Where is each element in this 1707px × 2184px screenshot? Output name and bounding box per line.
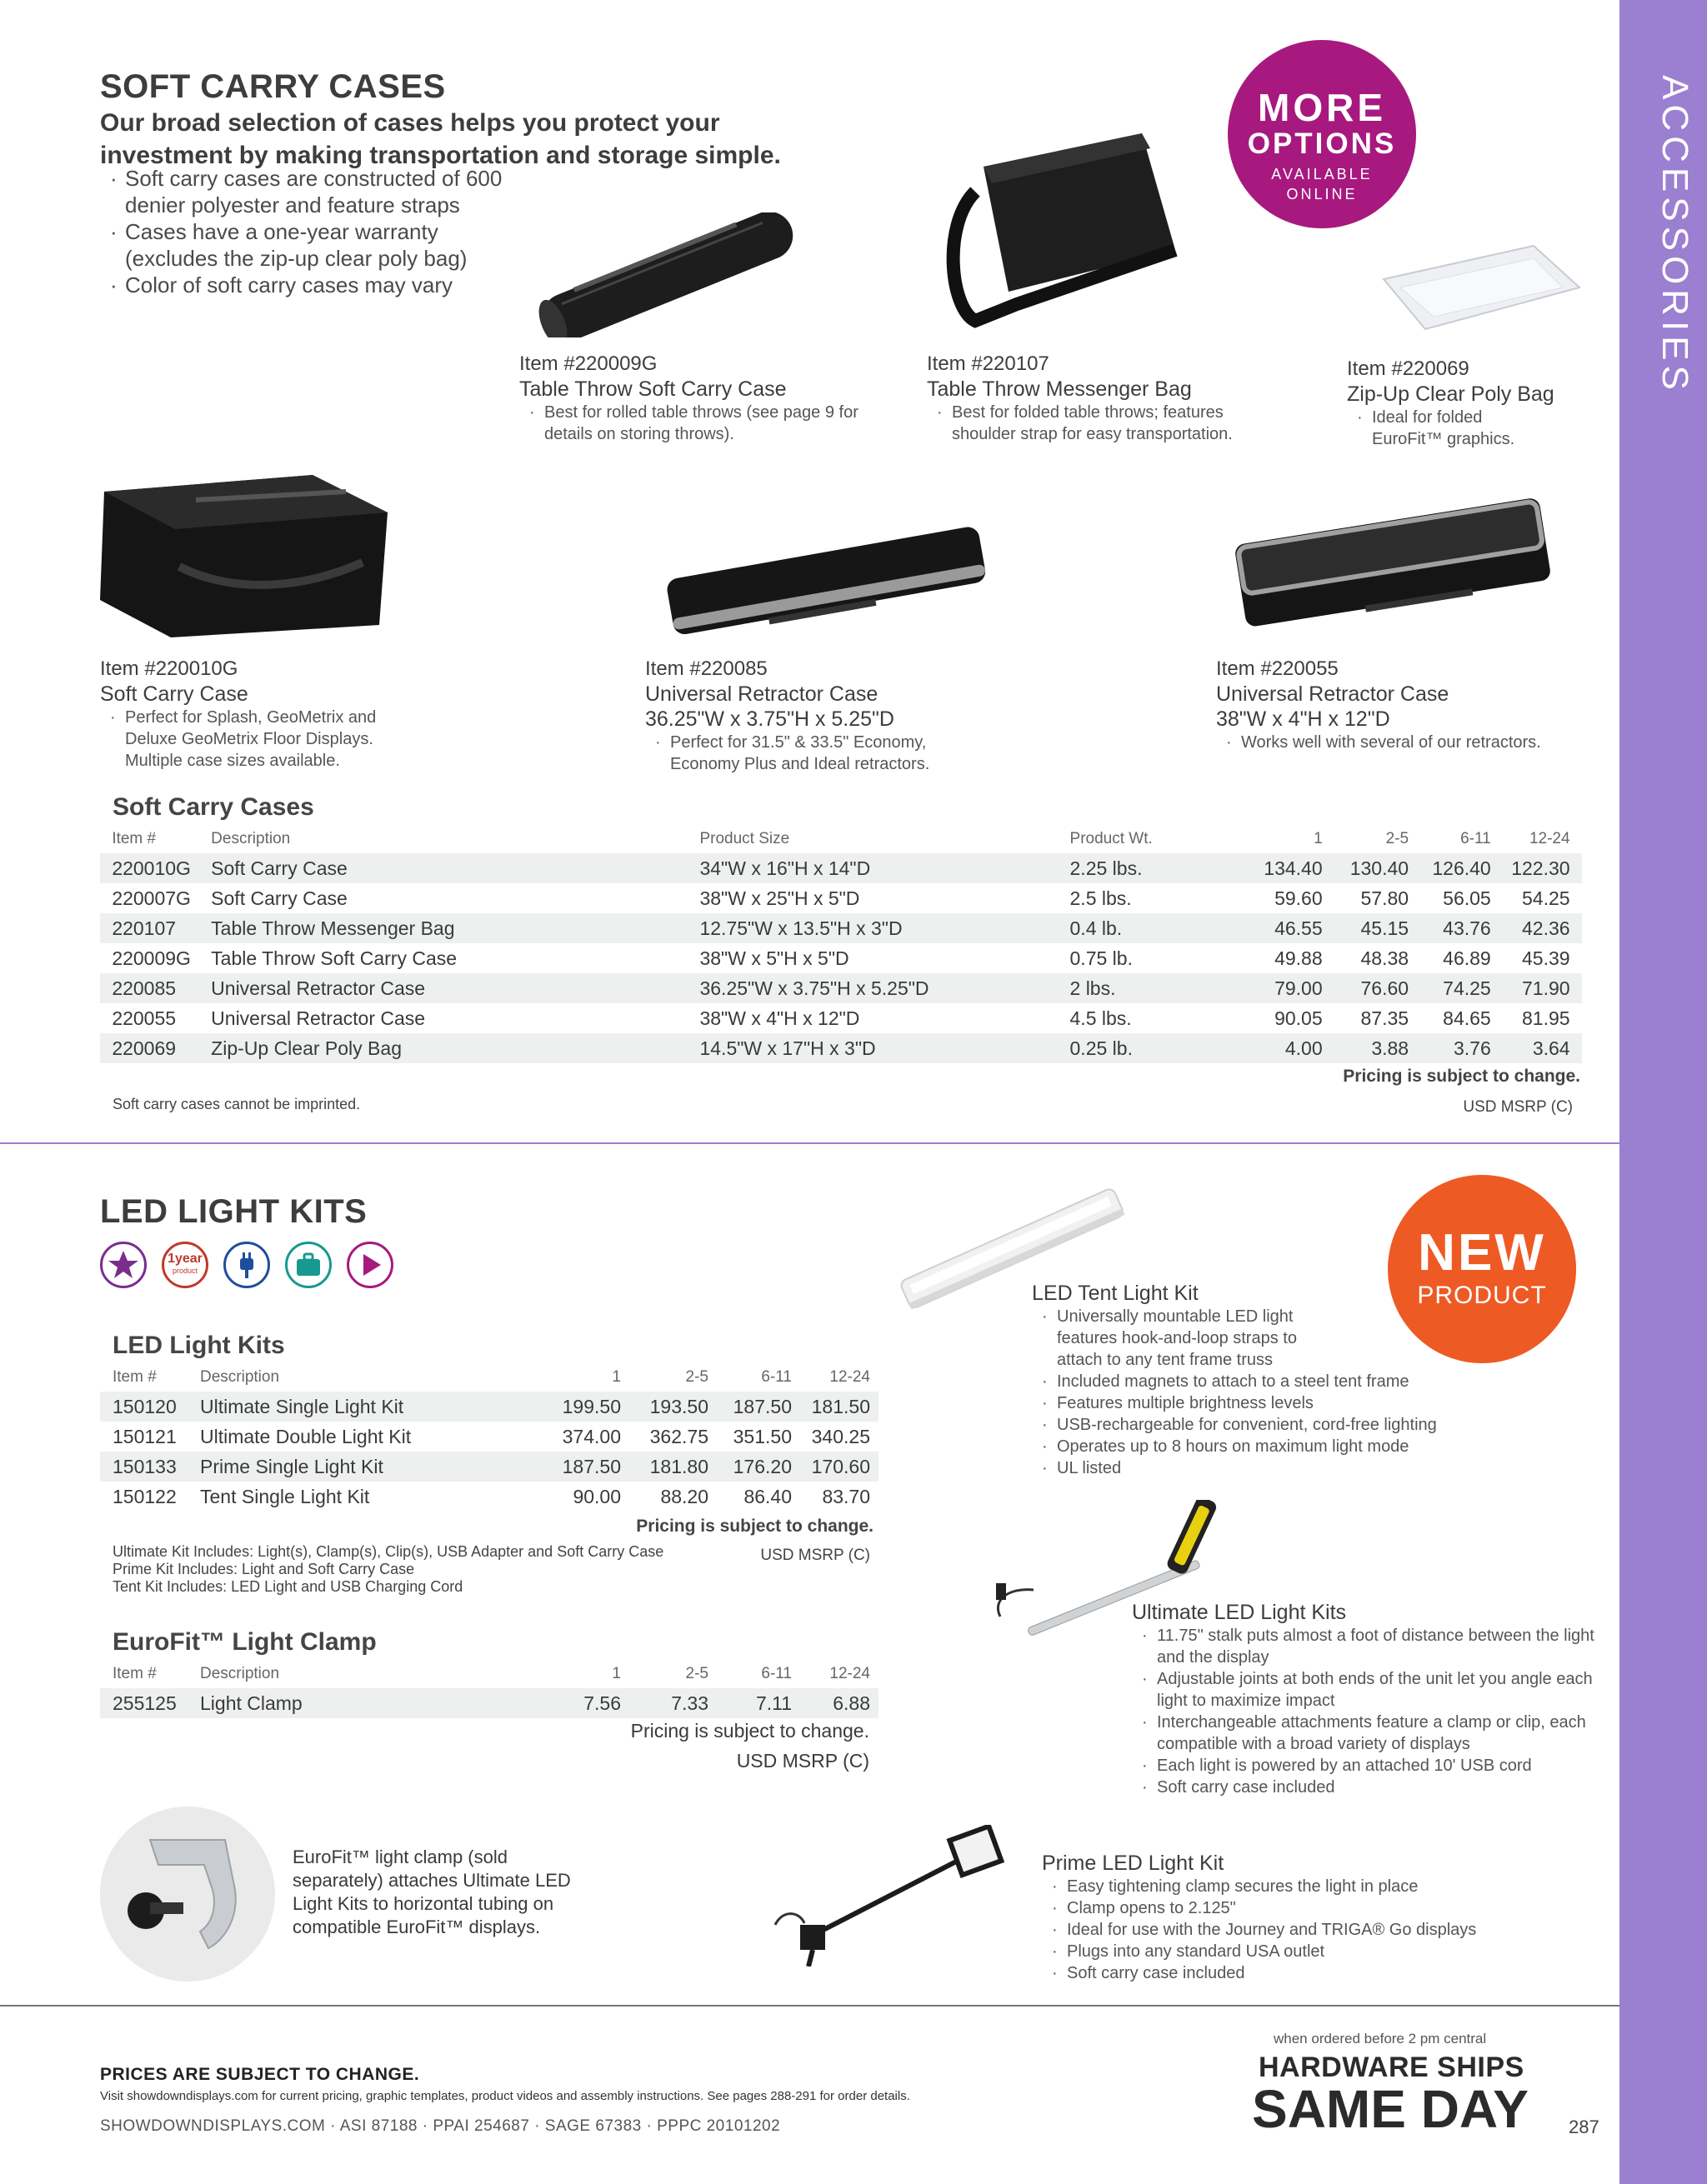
item-number: Item #220009G: [519, 352, 658, 375]
table-cell: 46.89: [1443, 947, 1491, 969]
table-row: [100, 1482, 879, 1512]
table-cell: Tent Single Light Kit: [200, 1485, 370, 1507]
table-row: [100, 1688, 879, 1718]
product-caption-220085: [645, 657, 995, 775]
soft-carry-case-image: [96, 467, 396, 642]
table-row: [100, 853, 1582, 883]
table-cell: Table Throw Soft Carry Case: [211, 947, 458, 969]
table-cell: 38"W x 5"H x 5"D: [699, 947, 849, 969]
table-row: [100, 943, 1582, 973]
same-day: SAME DAY: [1252, 2079, 1529, 2139]
prime-kit-caption: [1042, 1851, 1542, 1984]
row-padding: [100, 853, 112, 883]
table-cell: 220069: [112, 1033, 211, 1063]
row-padding: [100, 883, 112, 913]
table-header-row: [100, 1663, 879, 1688]
table-cell: Zip-Up Clear Poly Bag: [211, 1033, 699, 1063]
plug-icon: [223, 1242, 270, 1288]
table-cell: 122.30: [1491, 853, 1570, 883]
retractor-case-220055-image: [1234, 487, 1550, 637]
table-cell: 86.40: [743, 1485, 792, 1507]
table-cell: 340.25: [811, 1425, 870, 1447]
led-table-title: LED Light Kits: [113, 1332, 285, 1359]
side-tab-label: ACCESSORIES: [1654, 75, 1695, 395]
bullet: · Features multiple brightness levels: [1032, 1392, 1465, 1414]
table-cell: Light Clamp: [200, 1688, 533, 1718]
row-padding: [1570, 883, 1582, 913]
more-options-badge[interactable]: [1228, 40, 1416, 228]
play-icon[interactable]: [347, 1242, 393, 1288]
table-row: [100, 913, 1582, 943]
column-header: 6-11: [761, 1368, 792, 1386]
column-header: 2-5: [685, 1368, 708, 1386]
table-cell: 14.5"W x 17"H x 3"D: [699, 1033, 1069, 1063]
table-cell: 56.05: [1443, 887, 1491, 909]
row-padding: [1570, 1033, 1582, 1063]
table-cell: 83.70: [822, 1485, 870, 1507]
clamp-price-table: [100, 1663, 879, 1718]
table-cell: 42.36: [1491, 913, 1570, 943]
table-cell: 3.76: [1409, 1033, 1491, 1063]
table-cell: 90.00: [573, 1485, 621, 1507]
bullet: · Each light is powered by an attached 10' USB cord: [1132, 1755, 1599, 1777]
table-cell: 126.40: [1409, 853, 1491, 883]
footer-visit-text: Visit showdowndisplays.com for current pricing, graphic templates, product videos and assembly instructions. See pages 288-291 for order details.: [100, 2089, 910, 2103]
row-padding: [100, 973, 112, 1003]
table-cell: 38"W x 4"H x 12"D: [699, 1007, 860, 1029]
product-name: Soft Carry Case: [100, 682, 248, 706]
row-padding: [870, 1392, 879, 1422]
table-cell: 46.55: [1249, 913, 1323, 943]
badge-line4: ONLINE: [1286, 186, 1358, 202]
ship-note: when ordered before 2 pm central: [1274, 2031, 1487, 2047]
column-header: Description: [211, 830, 291, 847]
warranty-icon-subtext: product: [172, 1267, 198, 1275]
table-cell: 7.33: [621, 1688, 708, 1718]
clamp-table-title: EuroFit™ Light Clamp: [113, 1628, 377, 1656]
pricing-note: Pricing is subject to change.: [636, 1517, 874, 1536]
product-name: Table Throw Messenger Bag: [927, 377, 1192, 401]
bullet: · Plugs into any standard USA outlet: [1042, 1941, 1542, 1962]
soft-cases-price-table: [100, 828, 1582, 1063]
bullet: · Best for rolled table throws (see page 9 for details on storing throws).: [519, 402, 886, 445]
bullet: · Perfect for 31.5" & 33.5" Economy, Economy Plus and Ideal retractors.: [645, 732, 962, 775]
row-padding: [100, 1033, 112, 1063]
pricing-note: Pricing is subject to change.: [1343, 1067, 1580, 1086]
table-cell: Table Throw Messenger Bag: [211, 913, 699, 943]
row-padding: [1570, 1003, 1582, 1033]
item-number: Item #220107: [927, 352, 1049, 375]
table-cell: Universal Retractor Case: [211, 1007, 426, 1029]
table-cell: 181.80: [621, 1452, 708, 1482]
row-padding: [100, 1482, 113, 1512]
table-row: [100, 1452, 879, 1482]
bullet: · Operates up to 8 hours on maximum light mode: [1032, 1436, 1465, 1457]
bullet: · Color of soft carry cases may vary: [100, 272, 533, 298]
column-header: 2-5: [685, 1665, 708, 1682]
row-padding: [870, 1482, 879, 1512]
kit-includes-line: Tent Kit Includes: LED Light and USB Charging Cord: [113, 1578, 463, 1595]
column-header: Item #: [113, 1665, 157, 1682]
table-cell: 84.65: [1443, 1007, 1491, 1029]
row-padding: [870, 1422, 879, 1452]
table-cell: 220055: [112, 1007, 177, 1029]
column-header: Product Wt.: [1069, 830, 1153, 847]
table-cell: 48.38: [1360, 947, 1409, 969]
table-cell: 187.50: [708, 1392, 792, 1422]
item-number: Item #220010G: [100, 657, 238, 680]
table-cell: 88.20: [660, 1485, 708, 1507]
messenger-bag-image: [925, 117, 1184, 333]
bullet: · Clamp opens to 2.125": [1042, 1897, 1542, 1919]
item-number: Item #220069: [1347, 357, 1469, 380]
product-size: 36.25"W x 3.75"H x 5.25"D: [645, 707, 894, 731]
table-row: [100, 1033, 1582, 1063]
row-padding: [1570, 913, 1582, 943]
table-cell: 176.20: [708, 1452, 792, 1482]
table-cell: 6.88: [792, 1688, 870, 1718]
bullet: · USB-rechargeable for convenient, cord-free lighting: [1032, 1414, 1465, 1436]
badge-line1: MORE: [1258, 86, 1386, 129]
bullet: · Universally mountable LED light features hook-and-loop straps to attach to any tent frame truss: [1032, 1306, 1340, 1371]
star-icon: [100, 1242, 147, 1288]
section-divider: [0, 1142, 1619, 1144]
bullet: · 11.75" stalk puts almost a foot of distance between the light and the display: [1132, 1625, 1599, 1668]
column-header: 6-11: [1460, 830, 1491, 847]
row-padding: [870, 1688, 879, 1718]
led-price-table: [100, 1367, 879, 1512]
column-header: 1: [612, 1665, 621, 1682]
usd-msrp: USD MSRP (C): [760, 1547, 870, 1564]
row-padding: [100, 1392, 113, 1422]
table-cell: 150122: [113, 1485, 177, 1507]
bullet: · Easy tightening clamp secures the light in place: [1042, 1876, 1542, 1897]
table-cell: 255125: [113, 1688, 200, 1718]
column-header: Description: [200, 1665, 280, 1682]
table-cell: 45.15: [1323, 913, 1409, 943]
table-cell: 2 lbs.: [1070, 973, 1249, 1003]
feature-icons-row: [100, 1242, 393, 1288]
badge-line2: OPTIONS: [1247, 127, 1397, 160]
bullet: · Perfect for Splash, GeoMetrix and Deluxe GeoMetrix Floor Displays. Multiple case sizes available.: [100, 707, 408, 772]
one-year-warranty-icon: [162, 1242, 208, 1288]
table-cell: 193.50: [621, 1392, 708, 1422]
ultimate-kit-caption: [1132, 1600, 1599, 1798]
table-cell: 220107: [112, 913, 211, 943]
footer-heading: PRICES ARE SUBJECT TO CHANGE.: [100, 2065, 420, 2084]
badge-line3: AVAILABLE: [1271, 166, 1373, 182]
imprint-note: Soft carry cases cannot be imprinted.: [113, 1096, 361, 1112]
table-cell: 220010G: [112, 853, 211, 883]
table-row: [100, 973, 1582, 1003]
table-cell: 150120: [113, 1392, 200, 1422]
table-cell: 351.50: [733, 1425, 792, 1447]
table-cell: Ultimate Single Light Kit: [200, 1392, 533, 1422]
clamp-caption: EuroFit™ light clamp (sold separately) attaches Ultimate LED Light Kits to horizontal tubing on compatible EuroFit™ displays.: [293, 1847, 571, 1937]
section-title-led: LED LIGHT KITS: [100, 1193, 368, 1230]
table-cell: Soft Carry Case: [211, 887, 348, 909]
bullet: · Best for folded table throws; features shoulder strap for easy transportation.: [927, 402, 1277, 445]
row-padding: [100, 1452, 113, 1482]
table-cell: 57.80: [1360, 887, 1409, 909]
tent-kit-caption: [1032, 1281, 1465, 1479]
product-name: Universal Retractor Case: [645, 682, 879, 706]
table-cell: Soft Carry Case: [211, 853, 699, 883]
table-cell: 76.60: [1323, 973, 1409, 1003]
column-header: 6-11: [761, 1665, 792, 1682]
row-padding: [1570, 973, 1582, 1003]
table-cell: 71.90: [1491, 973, 1570, 1003]
product-name: Prime LED Light Kit: [1042, 1852, 1224, 1875]
table-cell: 45.39: [1522, 947, 1570, 969]
table-cell: 43.76: [1409, 913, 1491, 943]
usd-msrp: USD MSRP (C): [1463, 1098, 1573, 1116]
light-clamp-image: [100, 1807, 275, 1982]
table-row: [100, 1392, 879, 1422]
row-padding: [870, 1452, 879, 1482]
table-cell: Prime Single Light Kit: [200, 1452, 533, 1482]
row-padding: [100, 943, 112, 973]
table-header-row: [100, 828, 1582, 853]
bullet: · Ideal for folded EuroFit™ graphics.: [1347, 407, 1530, 450]
bullet: · Soft carry cases are constructed of 600 denier polyester and feature straps: [100, 165, 533, 218]
product-name: Zip-Up Clear Poly Bag: [1347, 382, 1554, 406]
bullet: · Soft carry case included: [1042, 1962, 1542, 1984]
table-cell: 374.00: [562, 1425, 621, 1447]
soft-cases-bullets: [100, 165, 533, 298]
case-icon: [285, 1242, 332, 1288]
bullet: · Soft carry case included: [1132, 1777, 1599, 1798]
table-cell: 220007G: [112, 887, 191, 909]
column-header: 12-24: [829, 1368, 870, 1386]
row-padding: [1570, 853, 1582, 883]
table-cell: 12.75"W x 13.5"H x 3"D: [699, 913, 1069, 943]
table-cell: 7.56: [533, 1688, 621, 1718]
table-row: [100, 1003, 1582, 1033]
table-cell: 150121: [113, 1425, 177, 1447]
table-cell: 79.00: [1249, 973, 1323, 1003]
table-cell: 36.25"W x 3.75"H x 5.25"D: [699, 973, 1069, 1003]
row-padding: [100, 1688, 113, 1718]
table-cell: 199.50: [533, 1392, 621, 1422]
column-header: 2-5: [1385, 830, 1409, 847]
product-caption-220009G: [519, 352, 886, 445]
product-name: Ultimate LED Light Kits: [1132, 1601, 1347, 1624]
table-cell: 220085: [112, 973, 211, 1003]
hardware-ships: HARDWARE SHIPS: [1259, 2052, 1524, 2083]
bullet: · Adjustable joints at both ends of the unit let you angle each light to maximize impact: [1132, 1668, 1599, 1712]
badge-new-line2: PRODUCT: [1417, 1282, 1547, 1309]
bullet: · Ideal for use with the Journey and TRIGA® Go displays: [1042, 1919, 1542, 1941]
section-title-soft-cases: SOFT CARRY CASES: [100, 68, 446, 105]
product-size: 38"W x 4"H x 12"D: [1216, 707, 1390, 731]
kit-includes-line: Ultimate Kit Includes: Light(s), Clamp(s), Clip(s), USB Adapter and Soft Carry Case: [113, 1543, 664, 1560]
table-cell: 0.4 lb.: [1070, 913, 1249, 943]
table-cell: 74.25: [1409, 973, 1491, 1003]
table-row: [100, 1422, 879, 1452]
table-cell: 0.25 lb.: [1070, 1033, 1249, 1063]
table-cell: 87.35: [1360, 1007, 1409, 1029]
column-header: 12-24: [829, 1665, 870, 1682]
item-number: Item #220085: [645, 657, 768, 680]
prime-light-image: [767, 1825, 1017, 1967]
table-cell: Ultimate Double Light Kit: [200, 1425, 412, 1447]
soft-cases-table-title: Soft Carry Cases: [113, 793, 314, 821]
table-cell: 130.40: [1323, 853, 1409, 883]
row-padding: [100, 1422, 113, 1452]
retractor-case-220085-image: [663, 512, 988, 646]
column-header: 12-24: [1529, 830, 1570, 847]
row-padding: [100, 1003, 112, 1033]
product-caption-220107: [927, 352, 1277, 445]
table-cell: 150133: [113, 1452, 200, 1482]
column-header: Item #: [113, 1368, 157, 1386]
warranty-icon-text: 1year: [168, 1252, 203, 1266]
table-cell: 59.60: [1274, 887, 1323, 909]
row-padding: [100, 913, 112, 943]
bullet: · Interchangeable attachments feature a clamp or clip, each compatible with a broad variety of displays: [1132, 1712, 1599, 1755]
footer-rule: [0, 2005, 1619, 2007]
bullet: · Included magnets to attach to a steel tent frame: [1032, 1371, 1465, 1392]
row-padding: [1570, 943, 1582, 973]
product-caption-220055: [1216, 657, 1599, 753]
bullet: · UL listed: [1032, 1457, 1465, 1479]
table-cell: 4.00: [1249, 1033, 1323, 1063]
table-cell: 54.25: [1522, 887, 1570, 909]
table-row: [100, 883, 1582, 913]
column-header: Product Size: [699, 830, 790, 847]
table-cell: 3.64: [1491, 1033, 1570, 1063]
badge-new-line1: NEW: [1418, 1224, 1546, 1282]
table-cell: 34"W x 16"H x 14"D: [699, 853, 1069, 883]
footer-ids: SHOWDOWNDISPLAYS.COM · ASI 87188 · PPAI 254687 · SAGE 67383 · PPPC 20101202: [100, 2117, 781, 2135]
product-caption-220069: [1347, 357, 1589, 450]
table-header-row: [100, 1367, 879, 1392]
column-header: Description: [200, 1368, 280, 1386]
table-cell: 181.50: [792, 1392, 870, 1422]
product-name: Table Throw Soft Carry Case: [519, 377, 787, 401]
kit-includes-line: Prime Kit Includes: Light and Soft Carry Case: [113, 1561, 415, 1577]
table-cell: 170.60: [792, 1452, 870, 1482]
table-throw-case-image: [525, 212, 808, 337]
bullet: · Works well with several of our retractors.: [1216, 732, 1599, 753]
kit-includes: [113, 1543, 663, 1596]
table-cell: 220009G: [112, 947, 191, 969]
column-header: 1: [1314, 830, 1323, 847]
pricing-note: Pricing is subject to change.: [630, 1720, 869, 1742]
table-cell: 49.88: [1274, 947, 1323, 969]
table-cell: 0.75 lb.: [1069, 947, 1133, 969]
item-number: Item #220055: [1216, 657, 1339, 680]
table-cell: 90.05: [1274, 1007, 1323, 1029]
table-cell: Universal Retractor Case: [211, 973, 699, 1003]
table-cell: 38"W x 25"H x 5"D: [699, 887, 860, 909]
product-name: Universal Retractor Case: [1216, 682, 1449, 706]
product-name: LED Tent Light Kit: [1032, 1282, 1199, 1305]
table-cell: 2.25 lbs.: [1070, 853, 1249, 883]
table-cell: 4.5 lbs.: [1069, 1007, 1132, 1029]
clear-poly-bag-image: [1367, 229, 1584, 346]
column-header: 1: [612, 1368, 621, 1386]
column-header: Item #: [112, 830, 157, 847]
table-cell: 3.88: [1323, 1033, 1409, 1063]
table-cell: 81.95: [1522, 1007, 1570, 1029]
table-cell: 2.5 lbs.: [1069, 887, 1132, 909]
usd-msrp: USD MSRP (C): [736, 1750, 869, 1772]
product-caption-220010G: [100, 657, 433, 772]
table-cell: 187.50: [533, 1452, 621, 1482]
table-cell: 7.11: [708, 1688, 792, 1718]
table-cell: 134.40: [1249, 853, 1323, 883]
page-number: 287: [1569, 2117, 1599, 2137]
soft-cases-lead: Our broad selection of cases helps you protect your investment by making transportation and storage simple.: [100, 109, 781, 169]
bullet: · Cases have a one-year warranty (excludes the zip-up clear poly bag): [100, 218, 533, 272]
table-cell: 362.75: [649, 1425, 708, 1447]
